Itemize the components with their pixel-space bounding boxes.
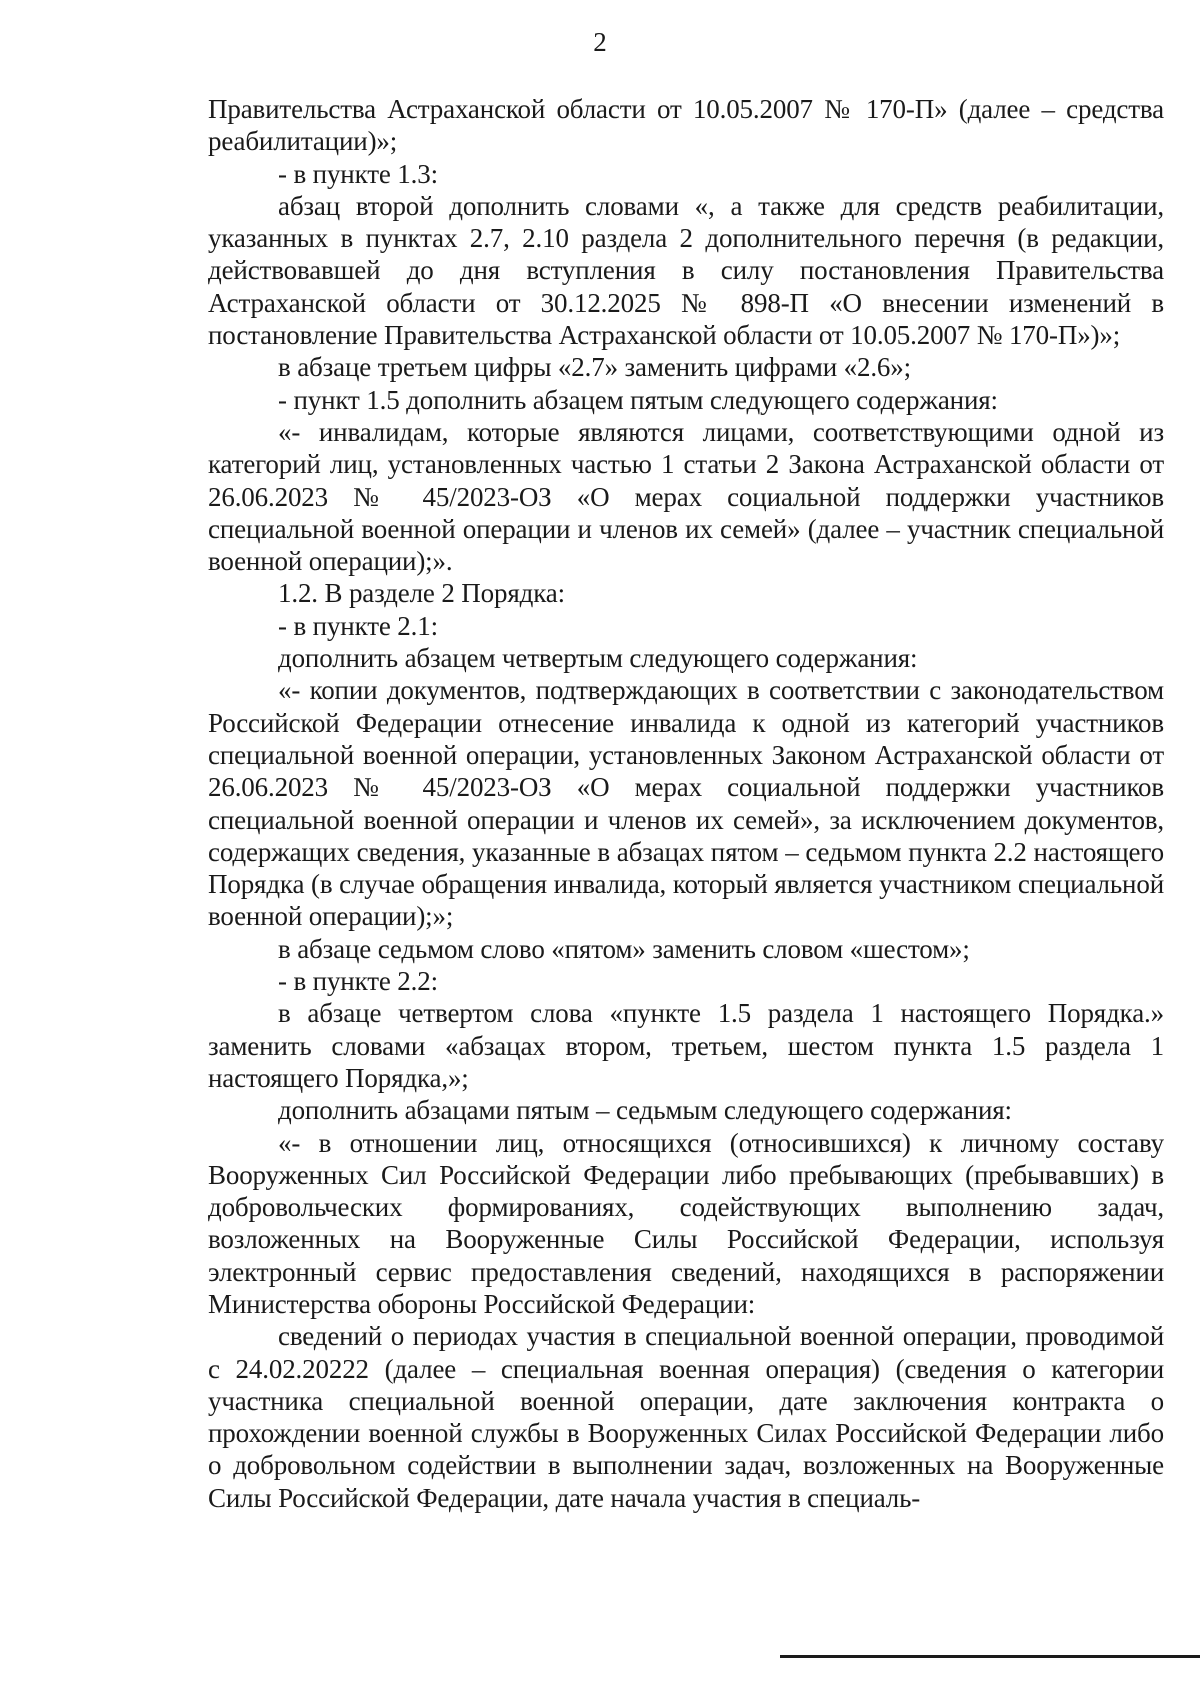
paragraph: - в пункте 1.3: [278, 158, 438, 189]
paragraph: в абзаце седьмом слово «пятом» заменить словом «шестом»; [278, 933, 970, 964]
paragraph: - в пункте 2.2: [278, 966, 438, 997]
paragraph: 1.2. В разделе 2 Порядка: [278, 578, 565, 609]
paragraph: - пункт 1.5 дополнить абзацем пятым следующего содержания: [278, 384, 998, 415]
paragraph: абзац второй дополнить словами «, а также для средств реабилитации, указанных в пунктах 2.7, 2.10 раздела 2 дополнительного перечня (в редакции, действовавшей до дня вступления в силу постановления Правительства Астраханской области от 30.12.2025 № 898-П «О внесении изменений в постановление Правительства Астраханской области от 10.05.2007 № 170-П»)»; [208, 190, 1164, 351]
bottom-rule [780, 1655, 1200, 1658]
paragraph: в абзаце третьем цифры «2.7» заменить цифрами «2.6»; [278, 352, 911, 383]
page-number: 2 [593, 27, 607, 57]
paragraph: дополнить абзацем четвертым следующего содержания: [278, 643, 918, 674]
paragraph: Правительства Астраханской области от 10.05.2007 № 170-П» (далее – средства реабилитации)»; [208, 94, 1164, 157]
paragraph: в абзаце четвертом слова «пункте 1.5 раздела 1 настоящего Порядка.» заменить словами «абзацах втором, третьем, шестом пункта 1.5 раздела 1 настоящего Порядка,»; [208, 998, 1164, 1093]
paragraph: сведений о периодах участия в специальной военной операции, проводимой с 24.02.20222 (далее – специальная военная операция) (сведения о категории участника специальной военной операции, дате заключения контракта о прохождении военной службы в Вооруженных Силах Российской Федерации либо о добровольном содействии в выполнении задач, возложенных на Вооруженные Силы Российской Федерации, дате начала участия в специаль- [208, 1321, 1164, 1513]
paragraph: «- инвалидам, которые являются лицами, соответствующими одной из категорий лиц, установленных частью 1 статьи 2 Закона Астраханской области от 26.06.2023 № 45/2023-ОЗ «О мерах социальной поддержки участников специальной военной операции и членов их семей» (далее – участник специальной военной операции);». [208, 416, 1164, 577]
paragraph: «- копии документов, подтверждающих в соответствии с законодательством Российской Федерации отнесение инвалида к одной из категорий участников специальной военной операции, установленных Законом Астраханской области от 26.06.2023 № 45/2023-ОЗ «О мерах социальной поддержки участников специальной военной операции и членов их семей», за исключением документов, содержащих сведения, указанные в абзацах пятом – седьмом пункта 2.2 настоящего Порядка (в случае обращения инвалида, который является участником специальной военной операции);»; [208, 675, 1164, 932]
paragraph: «- в отношении лиц, относящихся (относившихся) к личному составу Вооруженных Сил Российской Федерации либо пребывающих (пребывавших) в добровольческих формированиях, содействующих выполнению задач, возложенных на Вооруженные Силы Российской Федерации, используя электронный сервис предоставления сведений, находящихся в распоряжении Министерства обороны Российской Федерации: [208, 1127, 1164, 1319]
document-body [208, 93, 1164, 1514]
paragraph: - в пункте 2.1: [278, 610, 438, 641]
paragraph: дополнить абзацами пятым – седьмым следующего содержания: [278, 1095, 1012, 1126]
